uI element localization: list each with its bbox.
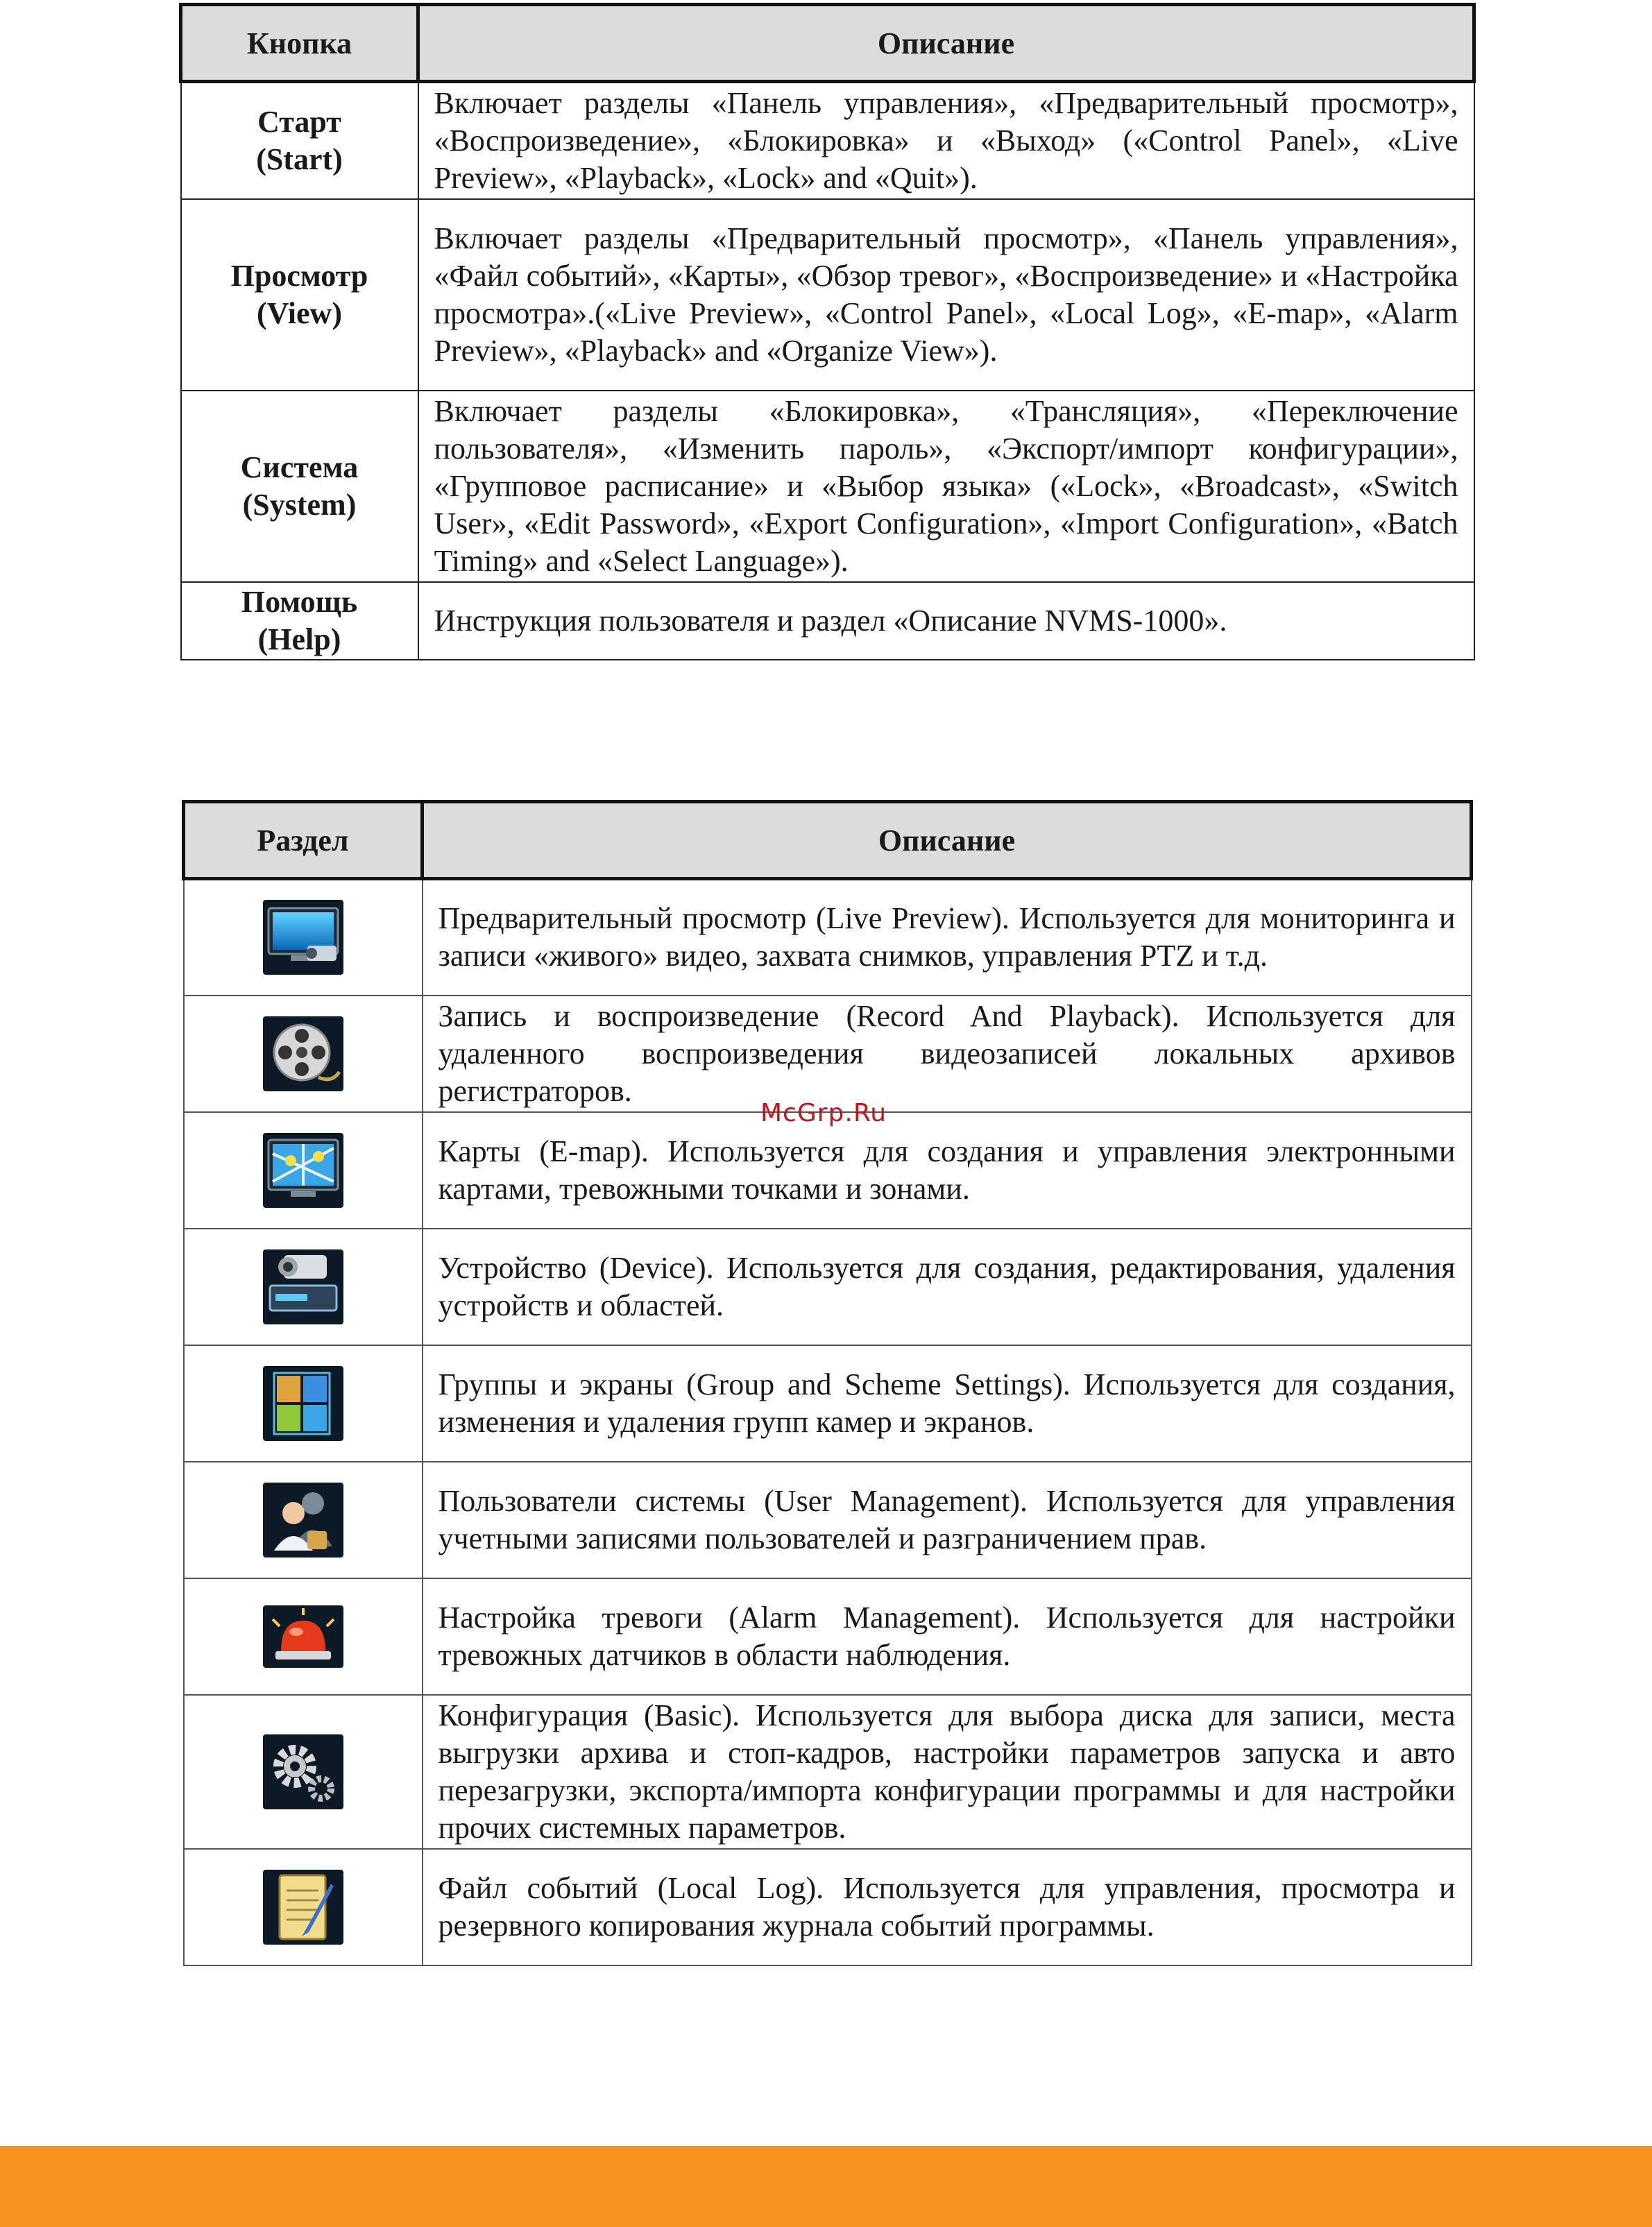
section-description: Предварительный просмотр (Live Preview). Используется для мониторинга и записи «живого» видео, захвата снимков, управления PTZ и т.д. (423, 879, 1472, 996)
footer-bar (0, 2146, 1652, 2227)
button-name-en: (View) (257, 296, 342, 330)
table-row (184, 996, 1472, 1112)
section-icon-cell (184, 1345, 423, 1462)
table-row (184, 1112, 1472, 1229)
section-icon-cell (184, 1229, 423, 1345)
button-name-ru: Помощь (241, 585, 358, 619)
table-row (184, 1695, 1472, 1849)
section-description: Конфигурация (Basic). Используется для выбора диска для записи, места выгрузки архива и стоп-кадров, настройки параметров запуска и авто перезагрузки, экспорта/импорта конфигурации программы и для настройки прочих системных параметров. (423, 1695, 1472, 1849)
button-description: Включает разделы «Блокировка», «Трансляция», «Переключение пользователя», «Изменить пароль», «Экспорт/импорт конфигурации», «Групповое расписание» и «Выбор языка» («Lock», «Broadcast», «Switch User», «Edit Password», «Export Configuration», «Import Configuration», «Batch Timing» and «Select Language»). (418, 391, 1474, 582)
table-row (181, 582, 1474, 660)
buttons-table-header (181, 5, 1474, 82)
button-description: Включает разделы «Панель управления», «Предварительный просмотр», «Воспроизведение», «Блокировка» и «Выход» («Control Panel», «Live Preview», «Playback», «Lock» and «Quit»). (418, 82, 1474, 200)
button-description: Инструкция пользователя и раздел «Описание NVMS-1000». (418, 582, 1474, 660)
local-log-icon (263, 1870, 343, 1945)
device-icon (263, 1249, 343, 1324)
header-description-col: Описание (423, 802, 1472, 879)
sections-table (182, 800, 1473, 1966)
section-description: Запись и воспроизведение (Record And Playback). Используется для удаленного воспроизведения видеозаписей локальных архивов регистраторов. (423, 996, 1472, 1112)
header-description-col: Описание (418, 5, 1474, 82)
section-description: Файл событий (Local Log). Используется для управления, просмотра и резервного копирования журнала событий программы. (423, 1849, 1472, 1965)
section-icon-cell (184, 1695, 423, 1849)
sections-table-header (184, 802, 1472, 879)
section-icon-cell (184, 1462, 423, 1578)
user-management-icon (263, 1483, 343, 1558)
button-name-cell (181, 199, 418, 391)
button-name-en: (System) (242, 488, 357, 522)
table-row (184, 879, 1472, 996)
section-description: Пользователи системы (User Management). Используется для управления учетными записями пользователей и разграничением прав. (423, 1462, 1472, 1578)
section-description: Группы и экраны (Group and Scheme Settings). Используется для создания, изменения и удаления групп камер и экранов. (423, 1345, 1472, 1462)
table-row (184, 1462, 1472, 1578)
section-icon-cell (184, 879, 423, 996)
button-description: Включает разделы «Предварительный просмотр», «Панель управления», «Файл событий», «Карты», «Обзор тревог», «Воспроизведение» и «Настройка просмотра».(«Live Preview», «Control Panel», «Local Log», «E-map», «Alarm Preview», «Playback» and «Organize View»). (418, 199, 1474, 391)
section-icon-cell (184, 996, 423, 1112)
table-row (184, 1578, 1472, 1695)
table-row (184, 1849, 1472, 1965)
section-description: Устройство (Device). Используется для создания, редактирования, удаления устройств и областей. (423, 1229, 1472, 1345)
button-name-cell (181, 391, 418, 582)
button-name-en: (Help) (257, 622, 341, 656)
button-name-cell (181, 82, 418, 200)
header-button-col: Кнопка (181, 5, 418, 82)
gears-icon (263, 1734, 343, 1809)
section-icon-cell (184, 1578, 423, 1695)
table-row (181, 199, 1474, 391)
group-scheme-icon (263, 1366, 343, 1441)
playback-reel-icon (263, 1016, 343, 1091)
buttons-table (179, 3, 1476, 660)
section-description: Карты (E-map). Используется для создания и управления электронными картами, тревожными точками и зонами. (423, 1112, 1472, 1229)
section-icon-cell (184, 1849, 423, 1965)
section-description: Настройка тревоги (Alarm Management). Используется для настройки тревожных датчиков в области наблюдения. (423, 1578, 1472, 1695)
button-name-ru: Старт (257, 105, 341, 139)
watermark: McGrp.Ru (760, 1099, 887, 1127)
button-name-en: (Start) (256, 142, 343, 176)
header-section-col: Раздел (184, 802, 423, 879)
button-name-ru: Система (240, 450, 359, 484)
button-name-ru: Просмотр (230, 259, 368, 293)
table-row (184, 1345, 1472, 1462)
button-name-cell (181, 582, 418, 660)
alarm-icon (263, 1605, 343, 1668)
live-preview-icon (263, 900, 343, 975)
section-icon-cell (184, 1112, 423, 1229)
table-row (184, 1229, 1472, 1345)
e-map-icon (263, 1133, 343, 1208)
table-row (181, 391, 1474, 582)
table-row (181, 82, 1474, 200)
